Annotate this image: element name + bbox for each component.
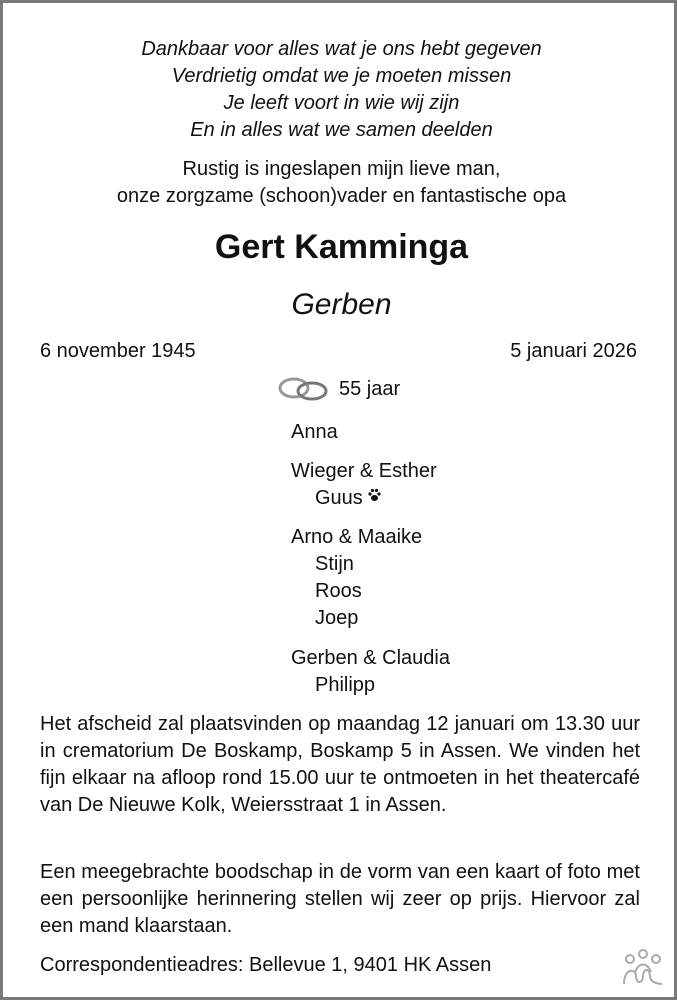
couple: Gerben & Claudia bbox=[291, 647, 450, 669]
spouse: Anna bbox=[291, 421, 338, 443]
grandchild: Roos bbox=[315, 580, 362, 602]
grandchild: Guus bbox=[291, 485, 437, 512]
family-group bbox=[291, 645, 450, 699]
birth-date: 6 november 1945 bbox=[40, 340, 196, 362]
correspondence-address: Correspondentieadres: Bellevue 1, 9401 HK Assen bbox=[40, 954, 492, 976]
poem bbox=[3, 36, 677, 144]
message-info: Een meegebrachte boodschap in de vorm van een kaart of foto met een persoonlijke herinnering stellen wij zeer op prijs. Hiervoor zal een mand klaarstaan. bbox=[40, 861, 640, 937]
poem-line: En in alles wat we samen deelden bbox=[190, 119, 493, 141]
intro-line: onze zorgzame (schoon)vader en fantastische opa bbox=[116, 185, 567, 207]
couple: Arno & Maaike bbox=[291, 526, 423, 548]
poem-line: Je leeft voort in wie wij zijn bbox=[223, 92, 460, 114]
couple: Wieger & Esther bbox=[291, 460, 437, 482]
poem-line: Verdrietig omdat we je moeten missen bbox=[171, 65, 512, 87]
intro bbox=[3, 156, 677, 210]
wedding-rings-icon bbox=[277, 375, 331, 403]
paw-icon bbox=[368, 488, 381, 502]
marriage-line bbox=[277, 375, 400, 403]
family-group bbox=[291, 524, 422, 632]
family-logo-icon bbox=[621, 948, 665, 986]
intro-line: Rustig is ingeslapen mijn lieve man, bbox=[182, 158, 501, 180]
grandchild: Philipp bbox=[315, 674, 376, 696]
grandchild: Stijn bbox=[315, 553, 354, 575]
nickname: Gerben bbox=[291, 288, 392, 321]
grandchild: Joep bbox=[315, 607, 359, 629]
marriage-years: 55 jaar bbox=[339, 377, 401, 400]
family-group bbox=[291, 458, 437, 512]
poem-line: Dankbaar voor alles wat je ons hebt gegeven bbox=[141, 38, 542, 60]
funeral-info: Het afscheid zal plaatsvinden op maandag 12 januari om 13.30 uur in crematorium De Boskamp, Boskamp 5 in Assen. We vinden het fijn elkaar na afloop rond 15.00 uur te ontmoeten in het theatercafé van De Nieuwe Kolk, Weiersstraat 1 in Assen. bbox=[40, 713, 640, 816]
death-date: 5 januari 2026 bbox=[510, 340, 637, 362]
deceased-name: Gert Kamminga bbox=[214, 228, 469, 266]
